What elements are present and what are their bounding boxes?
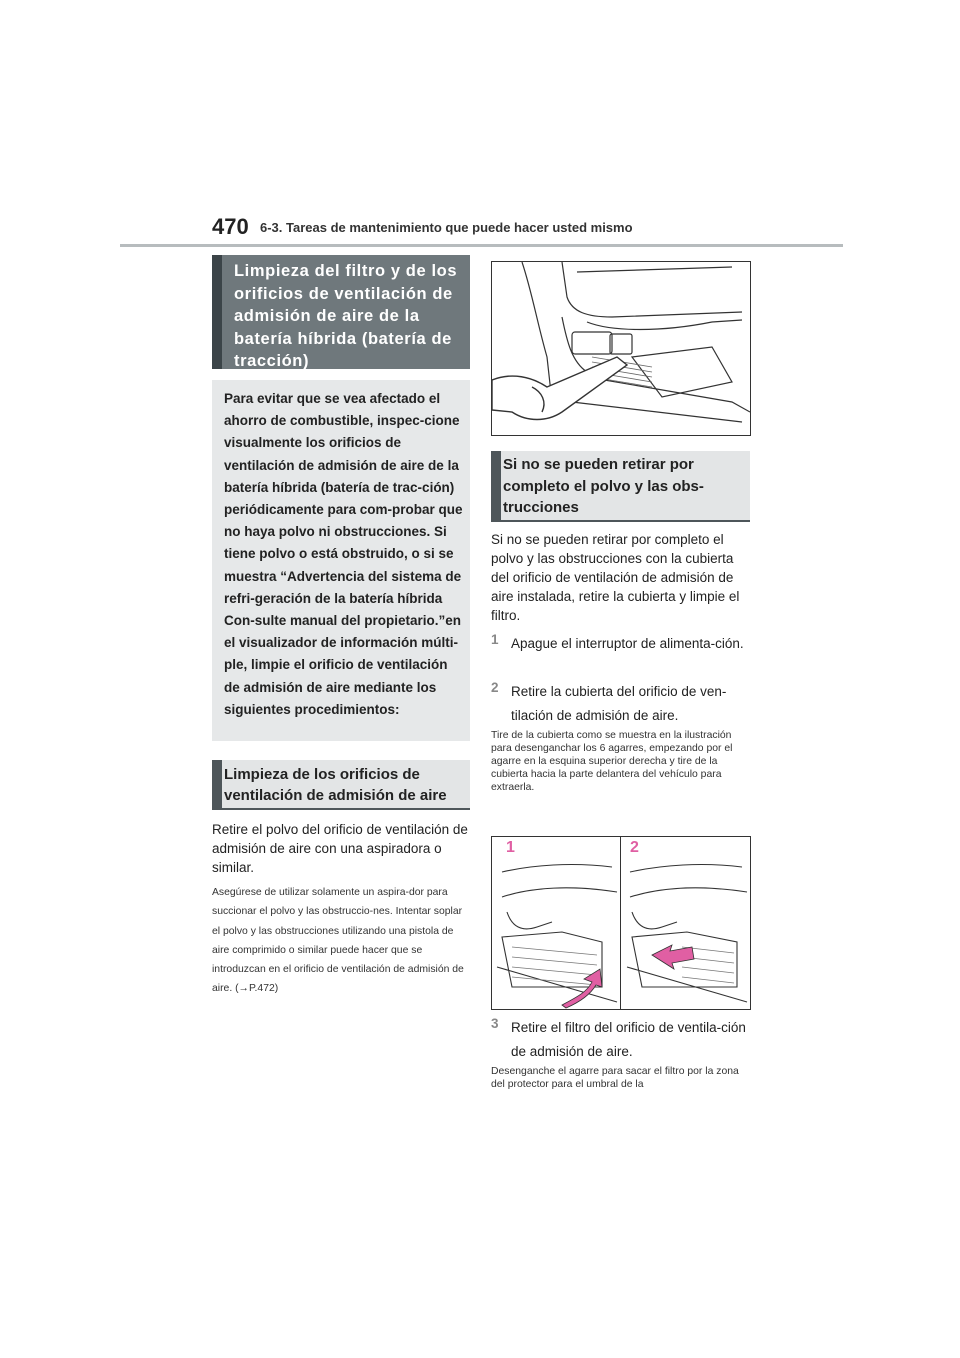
- paragraph-remove-cover: Si no se pueden retirar por completo el polvo y las obstrucciones con la cubierta del orificio de ventilación de admisión de aire instalada, retire la cubierta y limpie el filtro.: [491, 532, 740, 623]
- header-rule: [120, 244, 843, 247]
- subheading-underline: [212, 808, 470, 810]
- illustration-vacuum-vent: [491, 261, 751, 436]
- figure-label-2: 2: [630, 839, 639, 856]
- subheading-underline: [491, 520, 750, 522]
- step-text: Apague el interruptor de alimenta-ción.: [511, 636, 744, 651]
- step-text: Retire el filtro del orificio de ventila-ción de admisión de aire.: [511, 1020, 746, 1059]
- step-number: 3: [491, 1016, 499, 1031]
- subheading-text: Limpieza de los orificios de ventilación de admisión de aire: [224, 766, 447, 804]
- note-remove-cover: Tire de la cubierta como se muestra en la ilustración para desenganchar los 6 agarres, empezando por el agarre en la esquina superior derecha y tire de la cubierta hacia la parte delantera del vehículo para extraerla.: [491, 730, 733, 793]
- subheading-cleaning-vents: [212, 760, 470, 810]
- note-vacuum: Asegúrese de utilizar solamente un aspira-dor para succionar el polvo y las obstruccio-nes. Intentar soplar el polvo y las obstrucciones utilizando una pistola de aire comprimido o similar puede hacer que se introduzcan en el orificio de ventilación de admisión de aire. (→P.472): [212, 887, 464, 995]
- step-number: 2: [491, 680, 499, 695]
- vacuum-illustration-graphic: [492, 262, 750, 435]
- main-heading: [212, 255, 470, 369]
- step-text: Retire la cubierta del orificio de ven-tilación de admisión de aire.: [511, 684, 727, 723]
- subheading-accent-bar: [491, 451, 501, 522]
- subheading-remove-cover: [491, 451, 750, 522]
- illustration-cover-removal: [491, 836, 751, 1010]
- note-remove-filter: Desenganche el agarre para sacar el filtro por la zona del protector para el umbral de la: [491, 1066, 739, 1090]
- heading-accent-bar: [212, 255, 222, 369]
- main-heading-text: Limpieza del filtro y de los orificios de ventilación de admisión de aire de la batería híbrida (batería de tracción): [234, 262, 458, 370]
- section-title: 6-3. Tareas de mantenimiento que puede hacer usted mismo: [260, 220, 633, 235]
- page-number: 470: [212, 214, 249, 239]
- figure-label-1: 1: [506, 839, 515, 856]
- intro-text: Para evitar que se vea afectado el ahorro de combustible, inspec-cione visualmente los orificios de ventilación de admisión de aire de la batería híbrida (batería de trac-ción) periódicamente para com-probar que no haya polvo ni obstrucciones. Si tiene polvo o está obstruido, o si se muestra “Advertencia del sistema de refri-geración de la batería híbrida Con-sulte manual del propietario.”en el visualizador de información múlti-ple, limpie el orificio de ventilación de admisión de aire mediante los siguientes procedimientos:: [224, 391, 463, 717]
- step-number: 1: [491, 632, 499, 647]
- subheading-text: Si no se pueden retirar por completo el polvo y las obs-trucciones: [503, 456, 704, 516]
- cover-removal-graphic: [492, 837, 750, 1009]
- intro-box: [212, 380, 470, 741]
- subheading-accent-bar: [212, 760, 222, 810]
- paragraph-vacuum: Retire el polvo del orificio de ventilación de admisión de aire con una aspiradora o similar.: [212, 822, 468, 875]
